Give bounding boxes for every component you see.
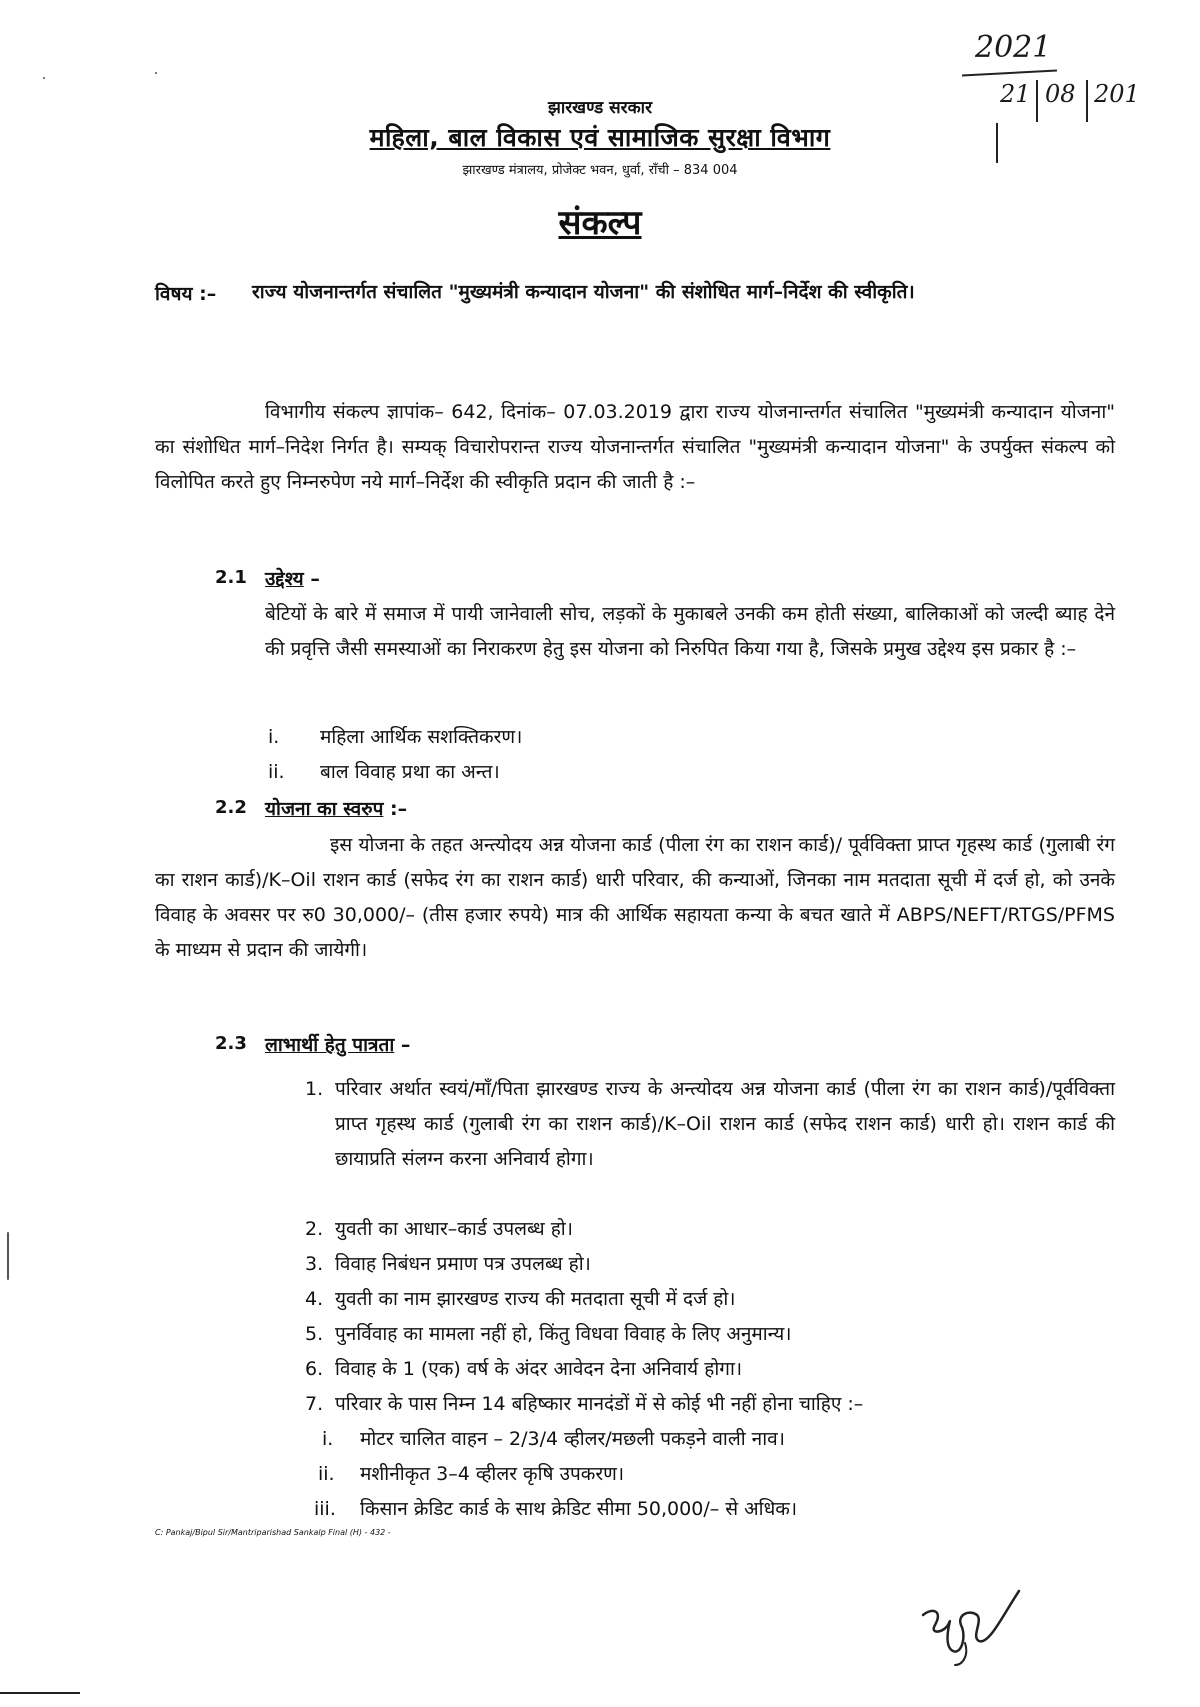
- list-marker: i.: [268, 726, 280, 748]
- list-marker: 1.: [305, 1078, 324, 1100]
- list-marker: 3.: [305, 1253, 324, 1275]
- list-item: विवाह निबंधन प्रमाण पत्र उपलब्ध हो।: [335, 1253, 591, 1275]
- section-heading: [265, 1031, 410, 1057]
- list-item: परिवार अर्थात स्वयं/माँ/पिता झारखण्ड राज्य के अन्त्योदय अन्न योजना कार्ड (पीला रंग का राशन कार्ड)/पूर्वविक्ता प्राप्त गृहस्थ कार्ड (गुलाबी रंग का राशन कार्ड)/K–Oil राशन कार्ड (सफेद राशन कार्ड) धारी हो। राशन कार्ड की छायाप्रति संलग्न करना अनिवार्य होगा।: [335, 1078, 1115, 1170]
- section-number: 2.3: [215, 1033, 247, 1054]
- intro-text: विभागीय संकल्प ज्ञापांक– 642, दिनांक– 07.03.2019 द्वारा राज्य योजनान्तर्गत संचालित "मुख्यमंत्री कन्यादान योजना" का संशोधित मार्ग–निदेश निर्गत है। सम्यक् विचारोपरान्त राज्य योजनान्तर्गत संचालित "मुख्यमंत्री कन्यादान योजना" के उपर्युक्त संकल्प को विलोपित करते हुए निम्नरुपेण नये मार्ग–निर्देश की स्वीकृति प्रदान की जाती है :–: [155, 401, 1115, 493]
- section-text: इस योजना के तहत अन्त्योदय अन्न योजना कार्ड (पीला रंग का राशन कार्ड)/ पूर्वविक्ता प्राप्त गृहस्थ कार्ड (गुलाबी रंग का राशन कार्ड)/K–Oil राशन कार्ड (सफेद रंग का राशन कार्ड) धारी परिवार, की कन्याओं, जिनका नाम मतदाता सूची में दर्ज हो, को उनके विवाह के अवसर पर रु0 30,000/– (तीस हजार रुपये) मात्र की आर्थिक सहायता कन्या के बचत खाते में ABPS/NEFT/RTGS/PFMS के माध्यम से प्रदान की जायेगी।: [155, 834, 1115, 961]
- handwritten-date-month: 08: [1045, 80, 1076, 108]
- list-item: पुनर्विवाह का मामला नहीं हो, किंतु विधवा विवाह के लिए अनुमान्य।: [335, 1323, 792, 1345]
- sublist-marker: ii.: [318, 1463, 335, 1485]
- section-title: योजना का स्वरुप: [265, 798, 384, 820]
- subject-label: विषय :–: [155, 283, 217, 305]
- section-number: 2.1: [215, 567, 247, 588]
- list-marker: ii.: [268, 761, 285, 783]
- handwritten-year: 2021: [975, 30, 1052, 65]
- list-item: महिला आर्थिक सशक्तिकरण।: [320, 726, 523, 748]
- section-heading: [265, 795, 407, 821]
- section-number: 2.2: [215, 797, 247, 818]
- list-marker: 5.: [305, 1323, 324, 1345]
- section-heading: [265, 565, 320, 591]
- section-title: उद्देश्य: [265, 568, 304, 590]
- section-title: लाभार्थी हेतु पात्रता: [265, 1034, 395, 1056]
- list-marker: 6.: [305, 1358, 324, 1380]
- list-item: विवाह के 1 (एक) वर्ष के अंदर आवेदन देना अनिवार्य होगा।: [335, 1358, 743, 1380]
- department-name: महिला, बाल विकास एवं सामाजिक सुरक्षा विभाग: [369, 123, 831, 152]
- list-item: युवती का नाम झारखण्ड राज्य की मतदाता सूची में दर्ज हो।: [335, 1288, 736, 1310]
- signature: [905, 1585, 1025, 1670]
- scan-speck: [155, 72, 157, 74]
- footer-file-path: C: Pankaj/Bipul Sir/Mantriparishad Sankalp Final (H) - 432 -: [155, 1528, 391, 1537]
- sublist-item: मशीनीकृत 3–4 व्हीलर कृषि उपकरण।: [360, 1463, 625, 1485]
- list-item: बाल विवाह प्रथा का अन्त।: [320, 761, 500, 783]
- list-marker: 7.: [305, 1393, 324, 1415]
- sublist-marker: iii.: [314, 1498, 336, 1520]
- scan-speck: [43, 77, 45, 79]
- list-item: युवती का आधार–कार्ड उपलब्ध हो।: [335, 1218, 573, 1240]
- list-marker: 2.: [305, 1218, 324, 1240]
- scan-speck: [7, 1232, 9, 1280]
- bottom-rule: [0, 1692, 80, 1694]
- section-title-suffix: :–: [389, 798, 408, 820]
- government-name: झारखण्ड सरकार: [547, 98, 653, 118]
- sublist-item: मोटर चालित वाहन – 2/3/4 व्हीलर/मछली पकड़ने वाली नाव।: [360, 1428, 785, 1450]
- section-paragraph: बेटियों के बारे में समाज में पायी जानेवाली सोच, लड़कों के मुकाबले उनकी कम होती संख्या, बालिकाओं को जल्दी ब्याह देने की प्रवृत्ति जैसी समस्याओं का निराकरण हेतु इस योजना को निरुपित किया गया है, जिसके प्रमुख उद्देश्य इस प्रकार है :–: [265, 603, 1115, 660]
- section-title-suffix: –: [310, 568, 320, 590]
- sublist-marker: i.: [322, 1428, 334, 1450]
- sublist-item: किसान क्रेडिट कार्ड के साथ क्रेडिट सीमा 50,000/– से अधिक।: [360, 1498, 798, 1520]
- list-marker: 4.: [305, 1288, 324, 1310]
- intro-paragraph: [155, 395, 1115, 500]
- handwritten-date-day: 21: [1000, 80, 1031, 108]
- handwritten-date-year: 201: [1094, 80, 1140, 108]
- page-title: संकल्प: [558, 203, 642, 243]
- list-item: परिवार के पास निम्न 14 बहिष्कार मानदंडों में से कोई भी नहीं होना चाहिए :–: [335, 1393, 864, 1415]
- section-title-suffix: –: [400, 1034, 411, 1056]
- section-paragraph: [155, 828, 1115, 968]
- department-address: झारखण्ड मंत्रालय, प्रोजेक्ट भवन, धुर्वा, राँची – 834 004: [462, 163, 738, 178]
- subject-text: राज्य योजनान्तर्गत संचालित "मुख्यमंत्री कन्यादान योजना" की संशोधित मार्ग–निर्देश की स्वीकृति।: [252, 281, 915, 303]
- stamp-underline: [962, 70, 1057, 77]
